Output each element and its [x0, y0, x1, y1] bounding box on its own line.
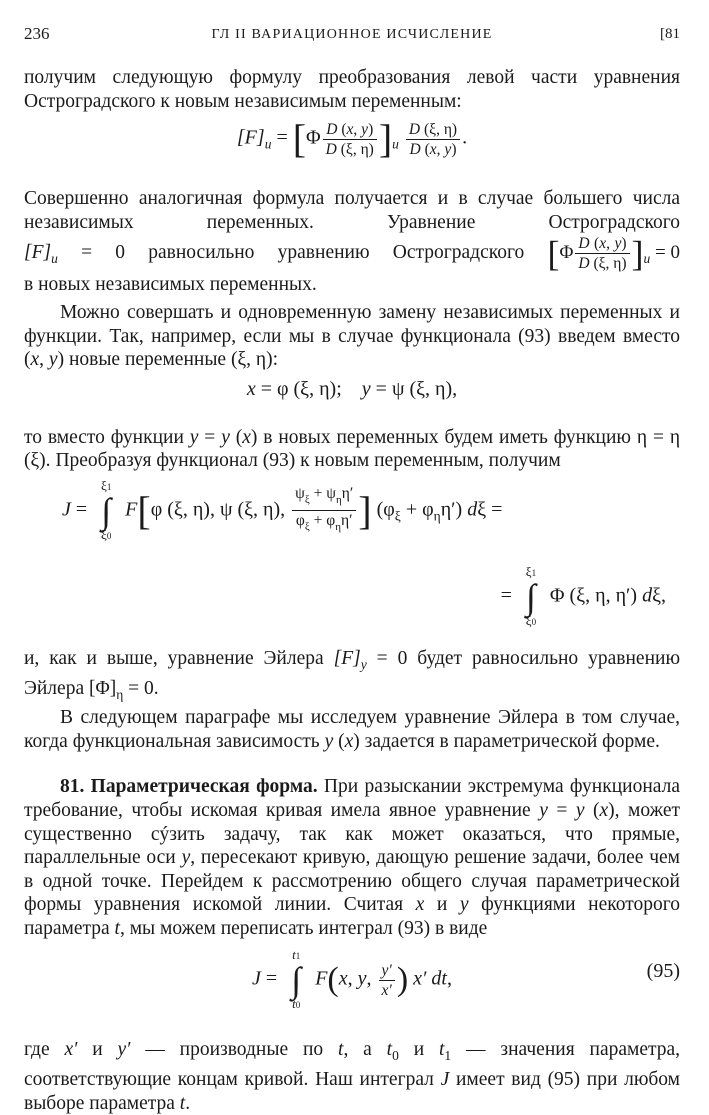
paragraph-euler-equiv: и, как и выше, уравнение Эйлера $[F]_y = 0$ будет равносильно уравнению Эйлера $[\Phi]_\eta = 0$. — [24, 647, 681, 702]
paragraph-change-variables: Можно совершать и одновременную замену независимых переменных и функции. Так, например, если мы в случае функционала (93) введем вместо (x, y) новые переменные (ξ, η): — [24, 301, 680, 371]
section-mark: [81 — [660, 26, 680, 42]
paragraph-derivatives: где x′ и y′ — производные по t, а $t_0$ и $t_1$ — значения параметра, соответствующие концам кривой. Наш интеграл J имеет вид (95) при любом выборе параметра t. — [24, 1039, 681, 1114]
section-heading: 81. Параметрическая форма. — [60, 776, 318, 798]
equation-substitution: x = φ (ξ, η); y = ψ (ξ, η), — [246, 377, 458, 400]
running-header — [24, 20, 680, 50]
equation-functional-Phi: = ξ1 ∫ ξ0 Φ (ξ, η, η′) dξ, — [500, 563, 666, 628]
paragraph-next-section: В следующем параграфе мы исследуем уравнение Эйлера в том случае, когда функциональная зависимость y (x) задается в параметрической форме. — [24, 707, 680, 752]
equation-functional-J: J = ξ1 ∫ ξ0 F[φ (ξ, η), ψ (ξ, η), $\frac{\psi_\xi + \psi_\eta\eta'}{\varphi_\xi + \varphi_\eta\eta'}$ ] $(\varphi_\xi + \varphi_\eta\eta') d\xi$ = — [62, 477, 503, 542]
paragraph-analogous: Совершенно аналогичная формула получается и в случае большего числа независимых переменных. Уравнение Остроградского $[F]_u = 0$ равносильно уравнению Остроградского [Φ $\frac{D (x, y)}{D (\xi, \eta)}$ ]$_u = 0$ в новых независимых переменных. — [24, 188, 680, 296]
equation-95: J = t1 ∫ t0 F(x, y, $\frac{y'}{x'}$ ) x′ dt, (95) — [252, 947, 680, 1012]
paragraph-parametric: 81. Параметрическая форма. При разыскании экстремума функционала требование, чтобы искомая кривая имела явное уравнение y = y (x), может существенно сýзить задачу, так как может оказаться, что прямые, параллельные оси y, пересекают кривую, дающую решение задачи, более чем в одной точке. Перейдем к рассмотрению общего случая параметрической формы уравнения искомой линии. Считая x и y функциями некоторого параметра t, мы можем переписать интеграл (93) в виде — [24, 776, 681, 939]
page-number: 236 — [24, 24, 50, 43]
equation-number: (95) — [646, 960, 680, 983]
equation-transform: $[F]_u = [\Phi$ $\frac{D (x, y)}{D (\xi, \eta)}$ ]$_u$ $\frac{D (\xi, \eta)}{D (x, y)}$ . — [236, 116, 468, 162]
running-title: ГЛ II ВАРИАЦИОННОЕ ИСЧИСЛЕНИЕ — [211, 27, 493, 42]
book-page — [24, 20, 680, 1115]
paragraph-intro: получим следующую формулу преобразования левой части уравнения Остроградского к новым независимым переменным: — [24, 67, 680, 112]
paragraph-functional: то вместо функции y = y (x) в новых переменных будем иметь функцию η = η (ξ). Преобразуя функционал (93) к новым переменным, получим — [24, 426, 681, 472]
